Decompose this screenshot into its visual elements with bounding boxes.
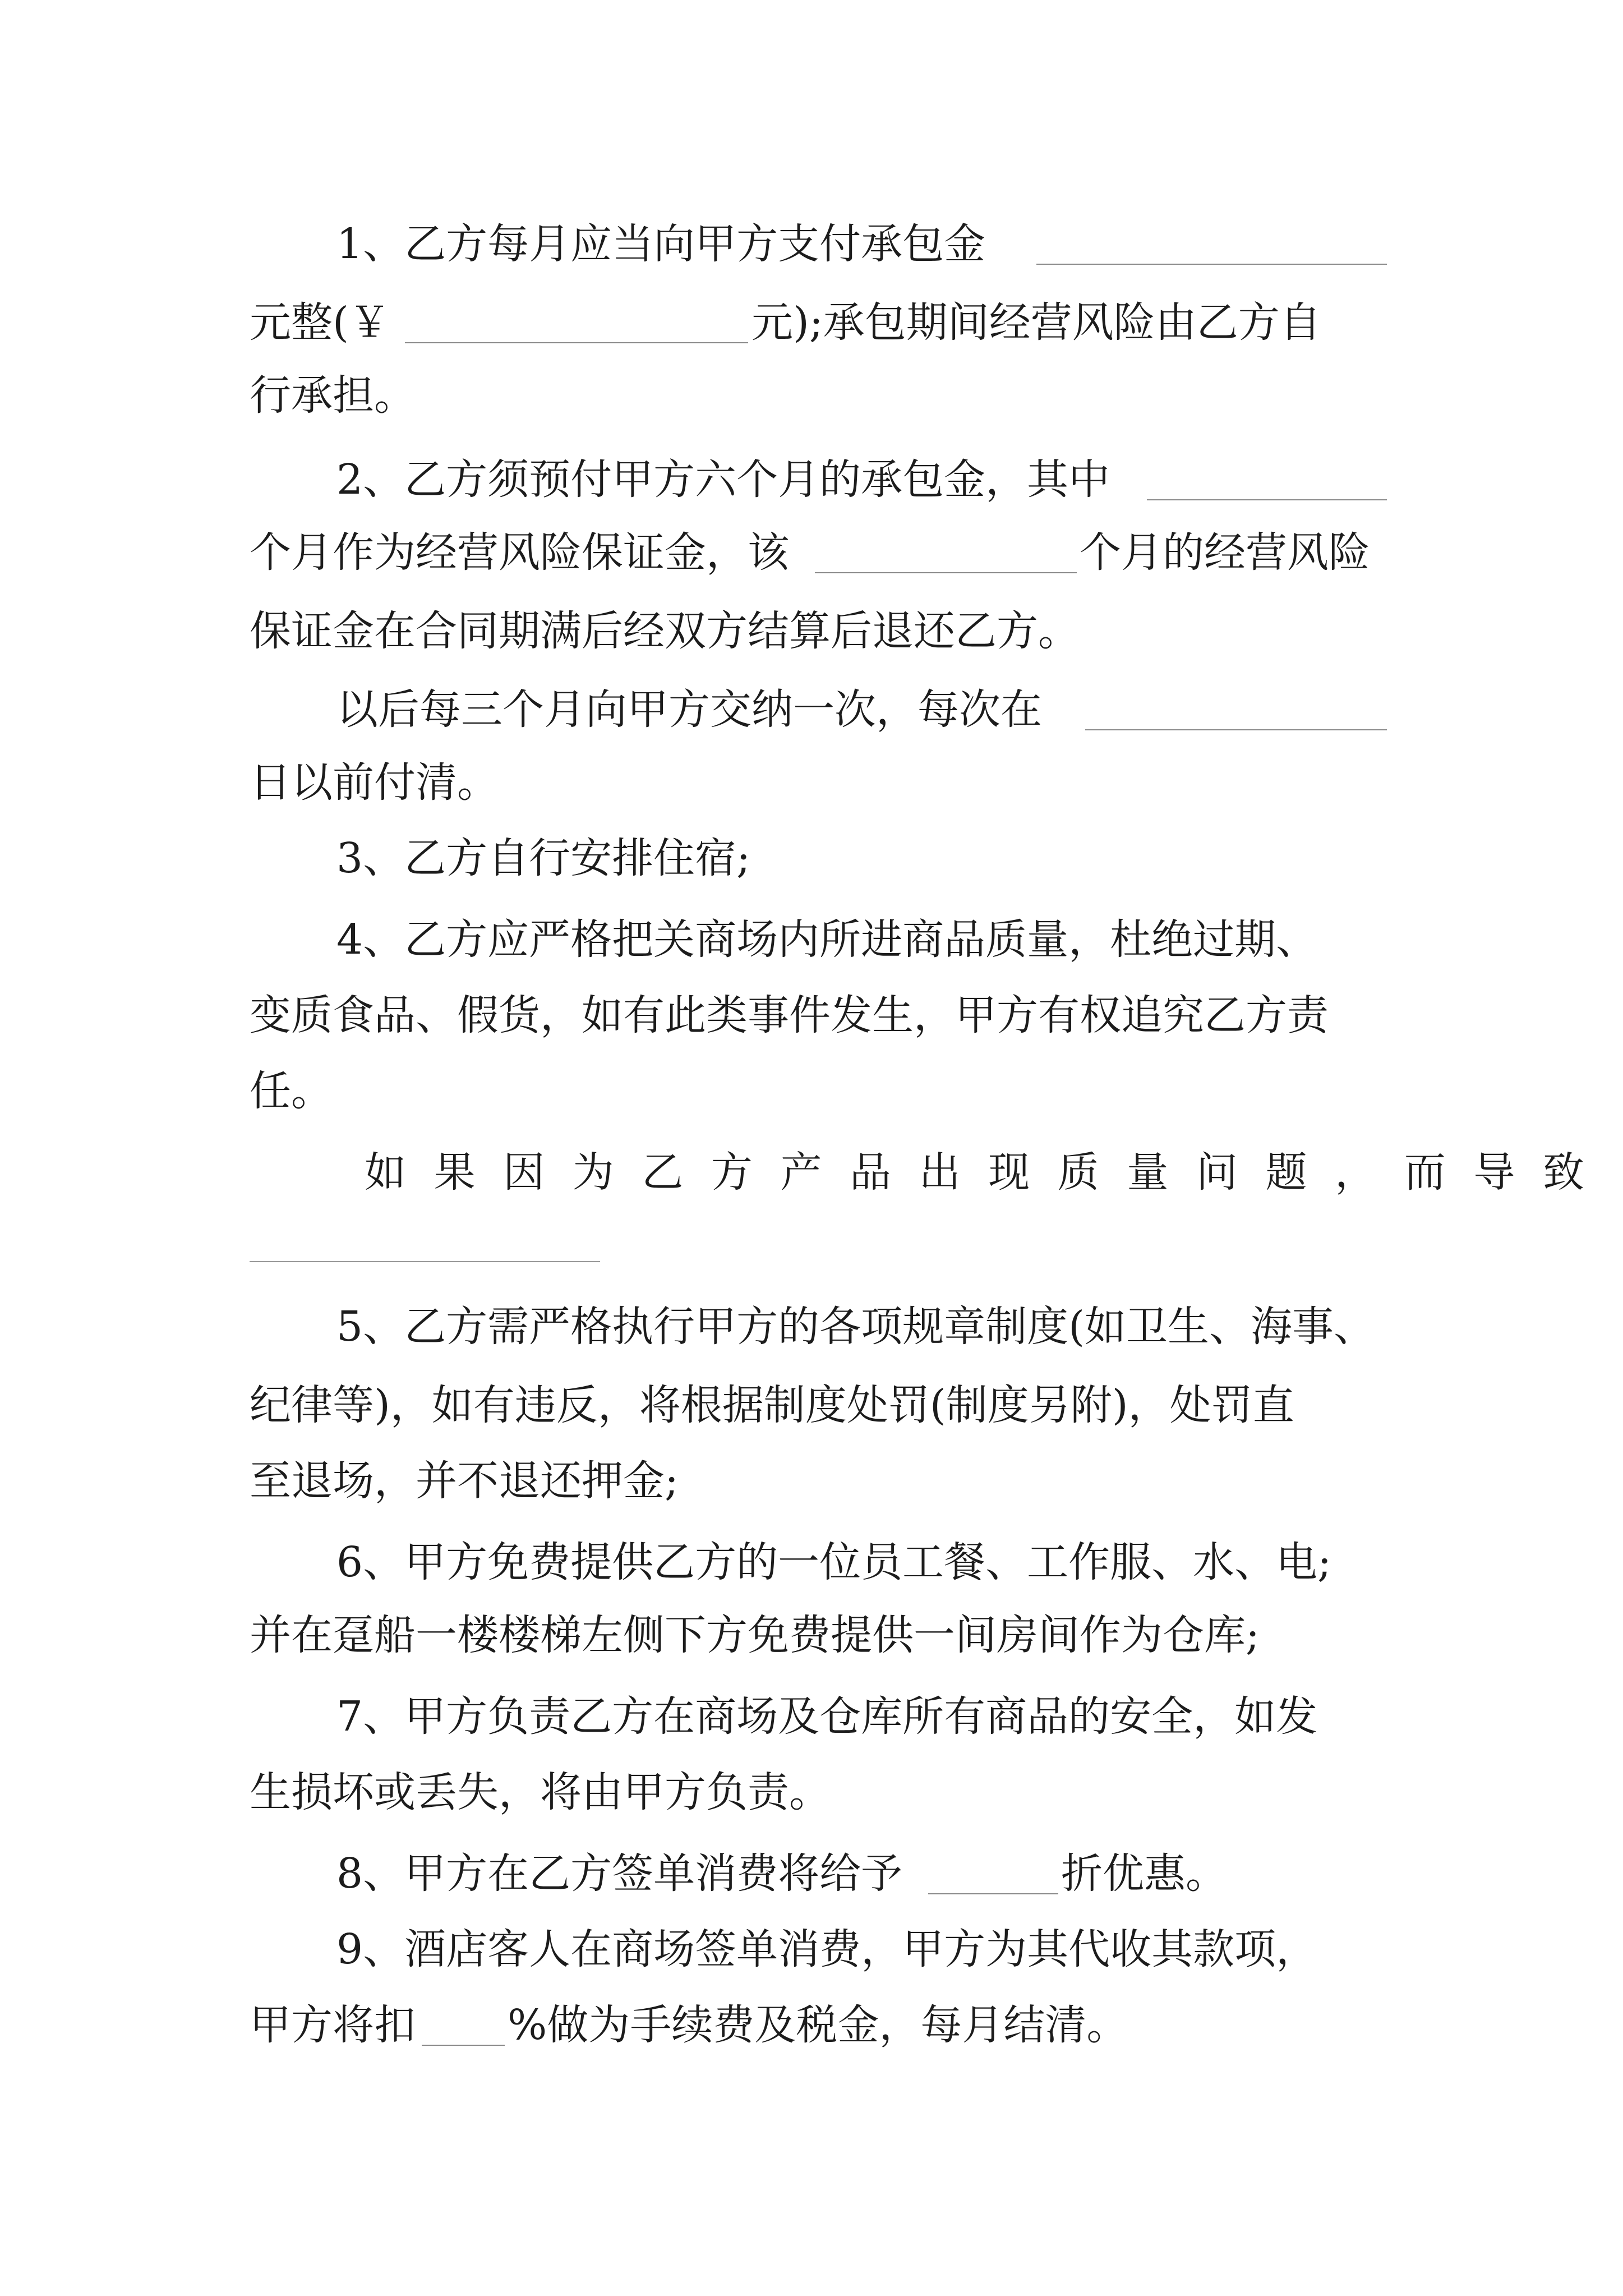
paragraph-4-line-1	[0, 903, 1623, 976]
paragraph-text: 1、乙方每月应当向甲方支付承包金	[336, 220, 986, 268]
paragraph-text: 并在趸船一楼楼梯左侧下方免费提供一间房间作为仓库;	[250, 1611, 1260, 1659]
paragraph-text: 任。	[250, 1067, 333, 1115]
paragraph-2-line-3	[0, 595, 1623, 668]
paragraph-5-line-3	[0, 1444, 1623, 1517]
paragraph-text: 元整(￥	[250, 298, 390, 347]
paragraph-text: 生损坏或丢失，将由甲方负责。	[250, 1768, 831, 1816]
paragraph-text: 折优惠。	[1061, 1849, 1227, 1898]
paragraph-text: 元);承包期间经营风险由乙方自	[751, 298, 1321, 347]
fill-in-blank	[1085, 673, 1387, 746]
paragraph-text: 个月的经营风险	[1080, 528, 1370, 577]
paragraph-7-line-1	[0, 1680, 1623, 1753]
paragraph-text: 3、乙方自行安排住宿;	[336, 834, 751, 882]
fill-in-blank	[405, 286, 748, 359]
paragraph-text: 行承担。	[250, 371, 416, 420]
paragraph-1-line-1	[0, 208, 1623, 280]
paragraph-2b-line-2	[0, 746, 1623, 819]
paragraph-2b-line-1	[0, 673, 1623, 746]
paragraph-text: 7、甲方负责乙方在商场及仓库所有商品的安全，如发	[336, 1692, 1318, 1741]
paragraph-3-line-1	[0, 822, 1623, 895]
paragraph-1-line-3	[0, 359, 1623, 432]
paragraph-2-line-2	[0, 516, 1623, 589]
paragraph-text: 如果因为乙方产品出现质量问题，而导致	[365, 1148, 1612, 1197]
paragraph-6-line-2	[0, 1599, 1623, 1672]
paragraph-9-line-2	[0, 1989, 1623, 2062]
paragraph-1-line-2	[0, 286, 1623, 359]
paragraph-text: 纪律等)，如有违反，将根据制度处罚(制度另附)，处罚直	[250, 1381, 1294, 1429]
fill-in-blank	[1147, 443, 1387, 516]
fill-in-blank	[815, 516, 1077, 589]
paragraph-5-line-1	[0, 1290, 1623, 1363]
paragraph-text: 日以前付清。	[250, 758, 499, 807]
paragraph-text: 甲方将扣	[250, 2001, 416, 2049]
fill-in-blank	[422, 1989, 505, 2062]
paragraph-text: 变质食品、假货，如有此类事件发生，甲方有权追究乙方责	[250, 991, 1329, 1039]
fill-in-blank	[928, 1837, 1058, 1910]
paragraph-2-line-1	[0, 443, 1623, 516]
paragraph-text: 个月作为经营风险保证金，该	[250, 528, 789, 577]
paragraph-9-line-1	[0, 1913, 1623, 1986]
blank-underline	[250, 1261, 600, 1262]
paragraph-text: 至退场，并不退还押金;	[250, 1457, 679, 1505]
paragraph-7-line-2	[0, 1756, 1623, 1829]
paragraph-4-line-3	[0, 1055, 1623, 1128]
paragraph-6-line-1	[0, 1526, 1623, 1599]
paragraph-text: 保证金在合同期满后经双方结算后退还乙方。	[250, 607, 1080, 655]
paragraph-text: 2、乙方须预付甲方六个月的承包金，其中	[336, 455, 1110, 504]
fill-in-blank	[1036, 208, 1387, 280]
paragraph-text: 5、乙方需严格执行甲方的各项规章制度(如卫生、海事、	[336, 1303, 1375, 1351]
paragraph-text: 9、酒店客人在商场签单消费，甲方为其代收其款项，	[336, 1925, 1318, 1973]
paragraph-text: 8、甲方在乙方签单消费将给予	[336, 1849, 903, 1898]
paragraph-8-line-1	[0, 1837, 1623, 1910]
paragraph-text: %做为手续费及税金，每月结清。	[508, 2001, 1128, 2049]
paragraph-4b-line-1	[0, 1136, 1623, 1209]
paragraph-text: 以后每三个月向甲方交纳一次，每次在	[336, 685, 1042, 734]
paragraph-5-line-2	[0, 1369, 1623, 1442]
paragraph-4-line-2	[0, 979, 1623, 1052]
paragraph-text: 6、甲方免费提供乙方的一位员工餐、工作服、水、电;	[336, 1538, 1332, 1586]
paragraph-text: 4、乙方应严格把关商场内所进商品质量，杜绝过期、	[336, 915, 1318, 964]
